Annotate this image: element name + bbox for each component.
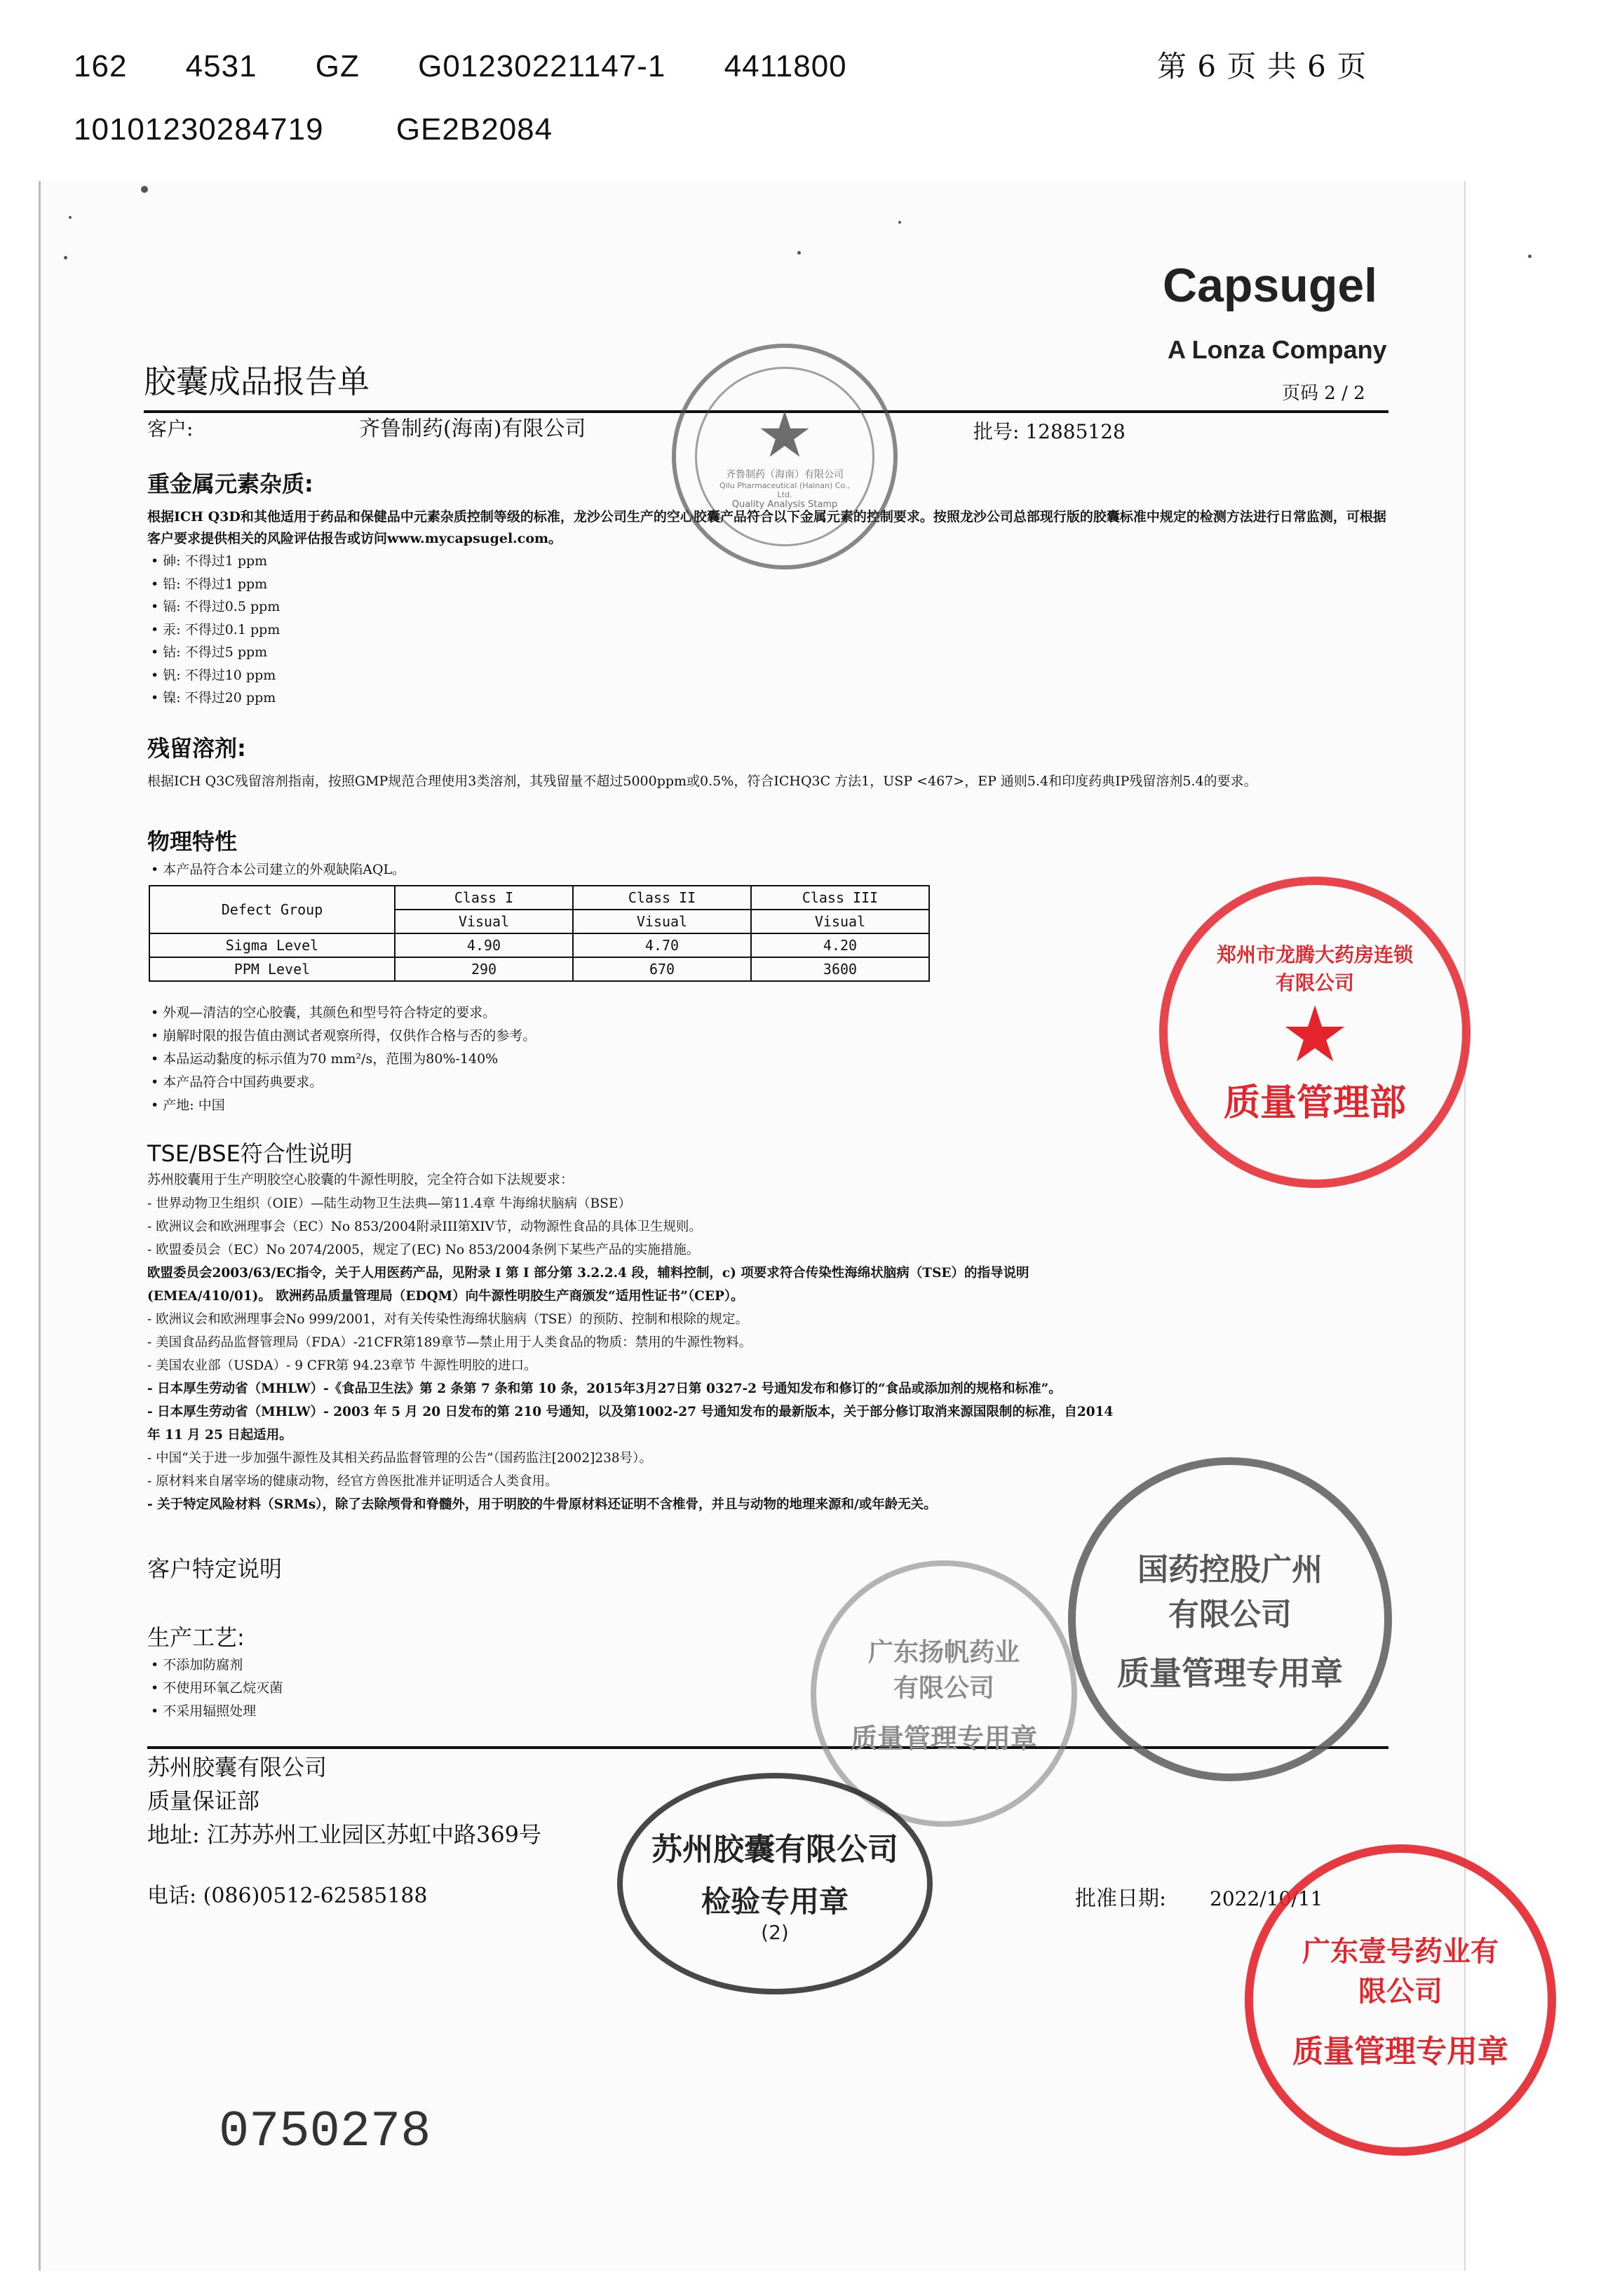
list-item: • 本产品符合中国药典要求。 [151, 1071, 536, 1094]
header-code-1: 162 [74, 49, 128, 83]
zhengzhou-stamp-ring: 郑州市龙腾大药房连锁有限公司 [1216, 943, 1413, 994]
list-item: • 砷: 不得过1 ppm [151, 550, 280, 573]
list-item: - 欧洲议会和欧洲理事会No 999/2001，对有关传染性海绵状脑病（TSE）的预防、控制和根除的规定。 [147, 1312, 748, 1327]
heavy-metals-list [151, 550, 280, 710]
table-cell: 4.70 [573, 933, 751, 957]
page-code: 页码 2 / 2 [1282, 383, 1365, 404]
customer-name: 齐鲁制药(海南)有限公司 [359, 417, 586, 441]
physical-note [151, 858, 405, 881]
yangfan-stamp-ring: 广东扬帆药业有限公司 [867, 1637, 1020, 1703]
table-header: Class III [751, 886, 929, 910]
list-item: • 本品运动黏度的标示值为70 mm²/s，范围为80%-140% [151, 1048, 536, 1071]
list-item: - 欧盟委员会（EC）No 2074/2005，规定了(EC) No 853/2004条例下某些产品的实施措施。 [147, 1243, 700, 1257]
header-code-2: 4531 [185, 49, 257, 83]
table-cell: 4.90 [395, 933, 573, 957]
list-item: - 美国食品药品监督管理局（FDA）-21CFR第189章节—禁止用于人类食品的物质：禁用的牛源性物料。 [147, 1335, 752, 1350]
table-cell: 3600 [751, 957, 929, 981]
yangfan-stamp-center: 质量管理专用章 [850, 1722, 1037, 1754]
approval-date: 2022/10/11 [1210, 1887, 1323, 1910]
footer-phone: 电话: (086)0512-62585188 [147, 1884, 428, 1908]
suzhou-stamp-ring: 苏州胶囊有限公司 [651, 1831, 898, 1868]
serial-number: 0750278 [219, 2103, 431, 2161]
header-line1 [74, 49, 847, 84]
heavy-metals-intro: 根据ICH Q3D和其他适用于药品和保健品中元素杂质控制等级的标准，龙沙公司生产的空心胶囊产品符合以下金属元素的控制要求。按照龙沙公司总部现行版的胶囊标准中规定的检测方法进行日常监测，可根据客户要求提供相关的风险评估报告或访问www.mycapsugel.com。 [147, 509, 1386, 546]
page-info: 第 6 页 共 6 页 [1157, 49, 1367, 83]
list-item: • 铅: 不得过1 ppm [151, 573, 280, 596]
dongfang-stamp-ring: 广东壹号药业有限公司 [1302, 1936, 1499, 2008]
table-header: Class I [395, 886, 573, 910]
batch-number: 批号: 12885128 [973, 420, 1126, 443]
list-item: - 关于特定风险材料（SRMs），除了去除颅骨和脊髓外，用于明胶的牛骨原材料还证明不含椎骨，并且与动物的地理来源和/或年龄无关。 [147, 1497, 937, 1512]
customer-label: 客户: [147, 417, 194, 440]
zhengzhou-stamp [1159, 877, 1471, 1188]
table-cell: Sigma Level [149, 933, 395, 957]
list-item: (EMEA/410/01)。 欧洲药品质量管理局（EDQM）向牛源性明胶生产商颁发“适用性证书”（CEP）。 [147, 1289, 744, 1304]
zhengzhou-stamp-center: 质量管理部 [1223, 1081, 1406, 1124]
list-item: 欧盟委员会2003/63/EC指令，关于人用医药产品，见附录 I 第 I 部分第 3.2.2.4 段，辅料控制，c) 项要求符合传染性海绵状脑病（TSE）的指导说明 [147, 1266, 1029, 1281]
table-row [149, 957, 929, 981]
table-subheader: Visual [395, 910, 573, 933]
qilu-stamp-bottom: Quality Analysis Stamp [731, 499, 838, 510]
guokong-stamp [1068, 1457, 1392, 1781]
list-item: • 本产品符合本公司建立的外观缺陷AQL。 [151, 858, 405, 881]
header-code-5: 4411800 [724, 49, 847, 83]
list-item: - 原材料来自屠宰场的健康动物，经官方兽医批准并证明适合人类食用。 [147, 1474, 558, 1489]
guokong-stamp-ring: 国药控股广州有限公司 [1137, 1552, 1323, 1633]
list-item: - 日本厚生劳动省（MHLW）- 2003 年 5 月 20 日发布的第 210 号通知，以及第1002-27 号通知发布的最新版本，关于部分修订取消来源国限制的标准，自2014 [147, 1405, 1114, 1419]
list-item: - 世界动物卫生组织（OIE）—陆生动物卫生法典—第11.4章 牛海绵状脑病（BSE） [147, 1196, 631, 1211]
table-cell: 670 [573, 957, 751, 981]
header-code-7: GE2B2084 [396, 112, 553, 147]
brand-logo: Capsugel [1163, 259, 1378, 312]
star-icon: ★ [756, 398, 813, 472]
physical-bullets [151, 1001, 536, 1117]
aql-table [149, 885, 930, 982]
list-item: • 镍: 不得过20 ppm [151, 687, 280, 710]
process-heading: 生产工艺: [147, 1624, 245, 1651]
header-code-3: GZ [315, 49, 360, 83]
brand-subtitle: A Lonza Company [1168, 335, 1387, 364]
list-item: • 钴: 不得过5 ppm [151, 641, 280, 664]
customer-specific-heading: 客户特定说明 [147, 1555, 283, 1582]
footer-dept: 质量保证部 [147, 1788, 260, 1814]
suzhou-stamp-center: 检验专用章 [701, 1884, 849, 1919]
list-item: • 汞: 不得过0.1 ppm [151, 619, 280, 642]
list-item: • 产地: 中国 [151, 1094, 536, 1117]
physical-heading: 物理特性 [147, 828, 238, 855]
list-item: - 欧洲议会和欧洲理事会（EC）No 853/2004附录III第XIV节，动物源性食品的具体卫生规则。 [147, 1220, 702, 1234]
process-list [151, 1654, 283, 1723]
guokong-stamp-center: 质量管理专用章 [1117, 1654, 1343, 1692]
table-header: Class II [573, 886, 751, 910]
solvents-heading: 残留溶剂: [147, 735, 246, 762]
list-item: • 崩解时限的报告值由测试者观察所得，仅供作合格与否的参考。 [151, 1025, 536, 1048]
list-item: 年 11 月 25 日起适用。 [147, 1428, 292, 1443]
dongfang-stamp [1245, 1844, 1556, 2156]
header-code-6: 10101230284719 [74, 112, 324, 147]
list-item: • 外观—清洁的空心胶囊，其颜色和型号符合特定的要求。 [151, 1001, 536, 1025]
table-row [149, 933, 929, 957]
report-title: 胶囊成品报告单 [144, 363, 370, 400]
qilu-stamp-en: Qilu Pharmaceutical (Hainan) Co., Ltd. [719, 480, 850, 499]
list-item: • 不采用辐照处理 [151, 1700, 283, 1723]
table-cell: 290 [395, 957, 573, 981]
suzhou-stamp [617, 1773, 933, 1994]
tse-intro: 苏州胶囊用于生产明胶空心胶囊的牛源性明胶，完全符合如下法规要求： [147, 1172, 574, 1187]
table-subheader: Visual [751, 910, 929, 933]
qilu-stamp [672, 344, 898, 569]
star-icon: ★ [1280, 989, 1350, 1079]
list-item: • 不使用环氧乙烷灭菌 [151, 1677, 283, 1700]
table-cell: 4.20 [751, 933, 929, 957]
qilu-stamp-ring: 齐鲁制药（海南）有限公司 [726, 468, 844, 480]
list-item: - 中国“关于进一步加强牛源性及其相关药品监督管理的公告”（国药监注[2002]238号）。 [147, 1451, 652, 1466]
suzhou-stamp-number: (2) [761, 1920, 789, 1944]
list-item: • 镉: 不得过0.5 ppm [151, 595, 280, 619]
list-item: • 钒: 不得过10 ppm [151, 664, 280, 687]
approval-label: 批准日期: [1075, 1886, 1167, 1911]
tse-heading: TSE/BSE符合性说明 [147, 1140, 353, 1167]
table-header: Defect Group [149, 886, 395, 933]
footer-company: 苏州胶囊有限公司 [147, 1754, 327, 1781]
table-cell: PPM Level [149, 957, 395, 981]
dongfang-stamp-center: 质量管理专用章 [1292, 2034, 1508, 2069]
list-item: - 日本厚生劳动省（MHLW）-《食品卫生法》第 2 条第 7 条和第 10 条，2015年3月27日第 0327-2 号通知发布和修订的“食品或添加剂的规格和标准”。 [147, 1382, 1062, 1396]
header-line2 [74, 112, 553, 147]
solvents-text: 根据ICH Q3C残留溶剂指南，按照GMP规范合理使用3类溶剂，其残留量不超过5000ppm或0.5%，符合ICHQ3C 方法1，USP <467>，EP 通则5.4和印度药典IP残留溶剂5.4的要求。 [147, 774, 1257, 789]
header-code-4: G01230221147-1 [418, 49, 666, 83]
list-item: • 不添加防腐剂 [151, 1654, 283, 1677]
heavy-metals-heading: 重金属元素杂质: [147, 471, 313, 497]
list-item: - 美国农业部（USDA）- 9 CFR第 94.23章节 牛源性明胶的进口。 [147, 1358, 537, 1373]
table-subheader: Visual [573, 910, 751, 933]
footer-address: 地址: 江苏苏州工业园区苏虹中路369号 [147, 1821, 542, 1848]
